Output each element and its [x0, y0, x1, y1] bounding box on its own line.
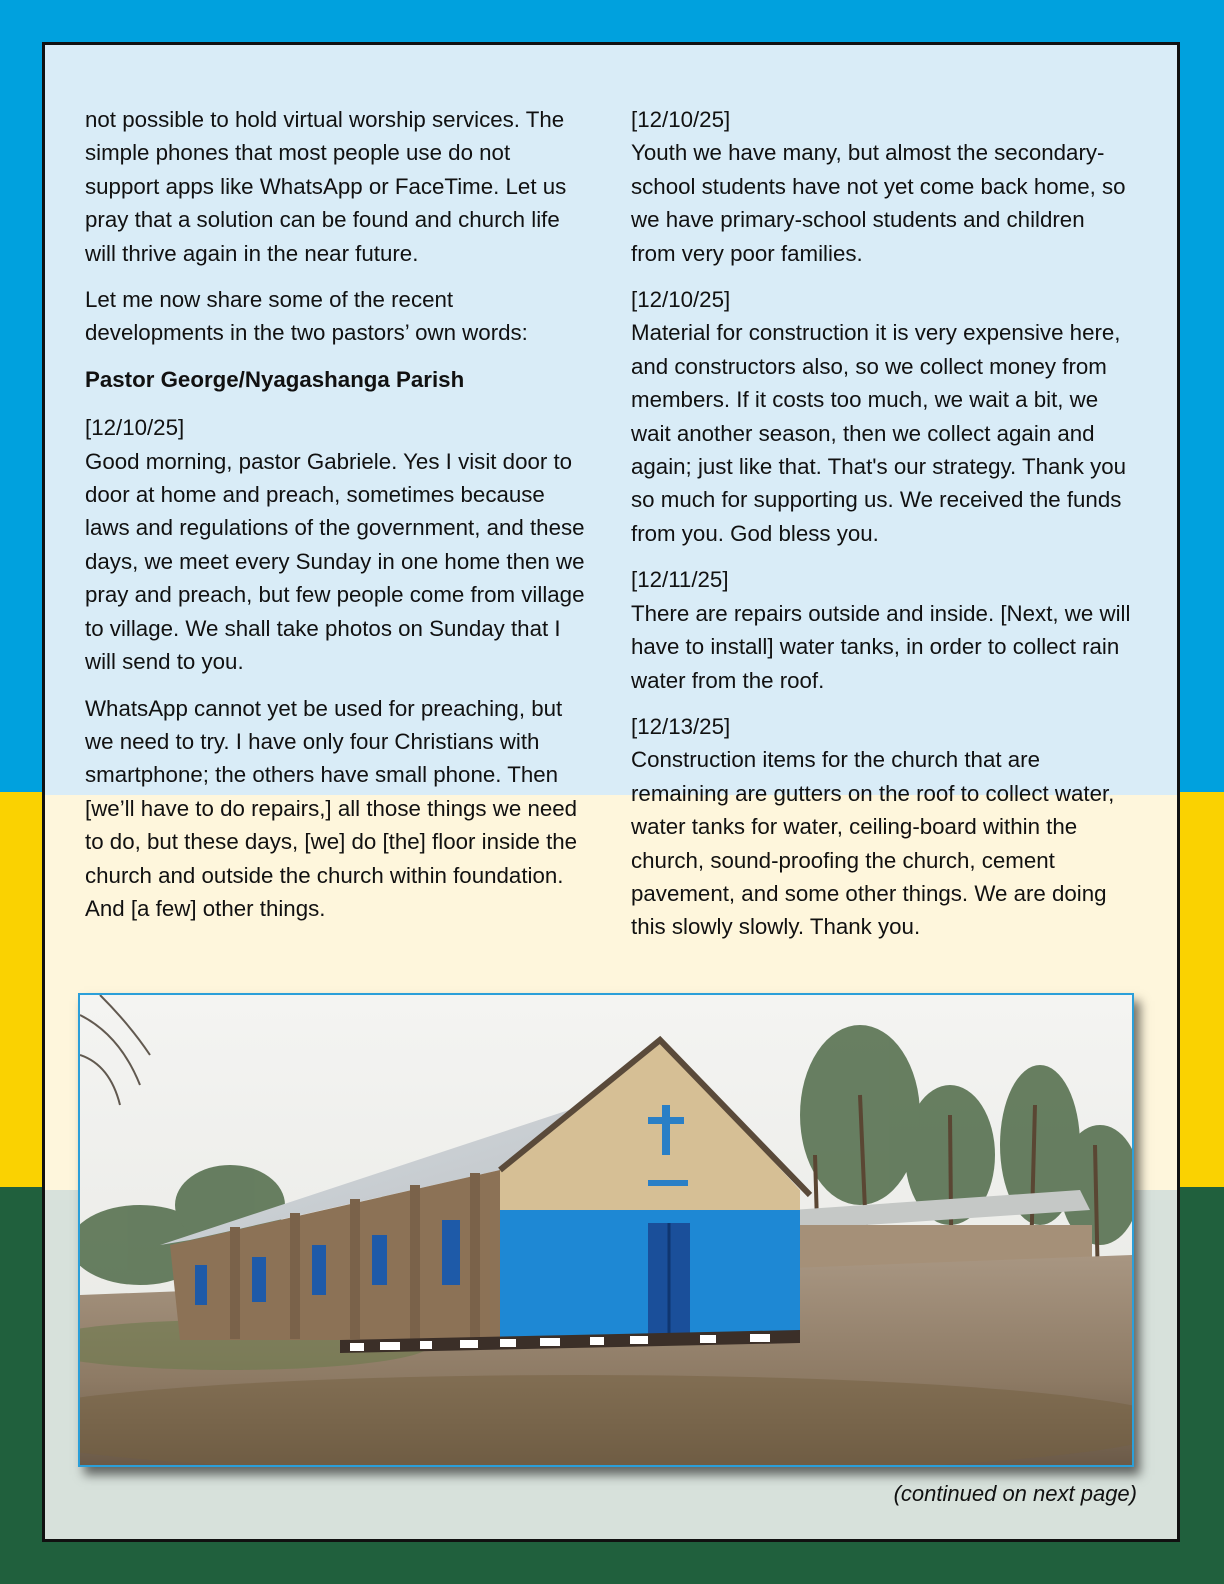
letter-entry	[631, 103, 1131, 270]
lead-in-paragraph: Let me now share some of the recent developments in the two pastors’ own words:	[85, 287, 528, 346]
entry-text: Youth we have many, but almost the secondary-school students have not yet come back home, so we have primary-school students and children from very poor families.	[631, 140, 1126, 266]
church-illustration	[80, 995, 1132, 1465]
left-column	[85, 103, 585, 938]
continued-note: (continued on next page)	[893, 1481, 1137, 1506]
entry-text: Material for construction it is very expensive here, and constructors also, so we collect money from members. If it costs too much, we wait a bit, we wait another season, then we collect again and again; just like that. That's our strategy. Thank you so much for supporting us. We received the funds from you. God bless you.	[631, 320, 1127, 546]
content-frame	[42, 42, 1180, 1542]
entry-date: [12/13/25]	[631, 713, 731, 739]
section-heading: Pastor George/Nyagashanga Parish	[85, 366, 465, 392]
entry-date: [12/10/25]	[631, 287, 731, 313]
letter-entry	[85, 411, 585, 678]
intro-paragraph: not possible to hold virtual worship services. The simple phones that most people use do not support apps like WhatsApp or FaceTime. Let us pray that a solution can be found and church life will thrive again in the near future.	[85, 107, 567, 266]
right-column	[631, 103, 1131, 957]
entry-date: [12/11/25]	[631, 567, 729, 593]
letter-entry	[631, 710, 1131, 944]
entry-text: Construction items for the church that are remaining are gutters on the roof to collect water, water tanks for water, ceiling-board within the church, sound-proofing the church, cement pavement, and some other things. We are doing this slowly slowly. Thank you.	[631, 747, 1115, 940]
church-photo	[78, 993, 1134, 1467]
letter-paragraph: WhatsApp cannot yet be used for preaching, but we need to try. I have only four Christians with smartphone; the others have small phone. Then [we’ll have to do repairs,] all those things we need to do, but these days, [we] do [the] floor inside the church and outside the church within foundation. And [a few] other things.	[85, 695, 578, 921]
entry-date: [12/10/25]	[631, 107, 731, 132]
entry-text: Good morning, pastor Gabriele. Yes I visit door to door at home and preach, sometimes because laws and regulations of the government, and these days, we meet every Sunday in one home then we pray and preach, but few people come from village to village. We shall take photos on Sunday that I will send to you.	[85, 448, 585, 675]
letter-entry	[631, 283, 1131, 550]
letter-entry	[631, 563, 1131, 697]
entry-text: There are repairs outside and inside. [Next, we will have to install] water tanks, in order to collect rain water from the roof.	[631, 600, 1131, 693]
entry-date: [12/10/25]	[85, 415, 185, 441]
